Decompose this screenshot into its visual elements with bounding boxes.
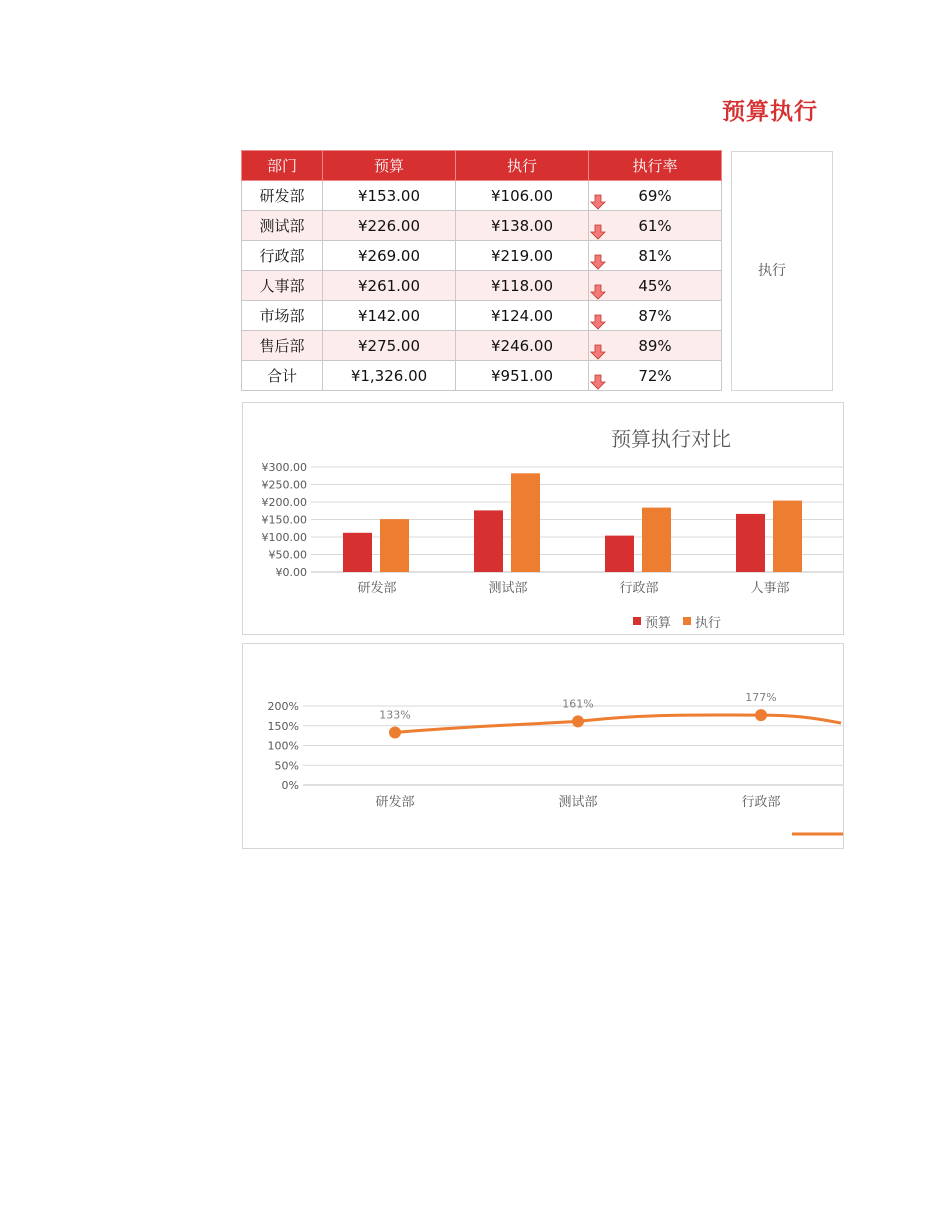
data-point: [389, 726, 401, 738]
x-tick-label: 研发部: [357, 581, 397, 596]
data-label: 133%: [379, 708, 411, 722]
cell-rate: [589, 241, 722, 271]
cell-dept: 测试部: [242, 211, 323, 241]
y-tick-label: ¥0.00: [275, 566, 307, 579]
table-row: [242, 331, 722, 361]
legend-label: 执行: [695, 616, 722, 631]
cell-budget: ¥153.00: [323, 181, 456, 211]
data-label: 177%: [745, 691, 777, 705]
y-tick-label: ¥200.00: [261, 496, 307, 509]
side-panel-label: 执行: [758, 263, 786, 279]
cell-rate: [589, 361, 722, 391]
cell-exec: ¥246.00: [456, 331, 589, 361]
data-label: 161%: [562, 697, 594, 711]
page-title: 预算执行: [722, 99, 818, 125]
side-chart-panel: [731, 151, 833, 391]
x-tick-label: 测试部: [558, 795, 598, 810]
cell-budget: ¥269.00: [323, 241, 456, 271]
cell-dept: 研发部: [242, 181, 323, 211]
x-tick-label: 人事部: [750, 581, 790, 596]
y-tick-label: ¥250.00: [261, 478, 307, 492]
x-tick-label: 研发部: [375, 795, 415, 810]
cell-rate: [589, 181, 722, 211]
line-chart-box: [242, 643, 844, 849]
table-row: [242, 211, 722, 241]
rate-value: 69%: [638, 186, 672, 205]
line-chart: [243, 644, 843, 848]
cell-exec: ¥106.00: [456, 181, 589, 211]
down-arrow-icon: [590, 194, 606, 210]
table-row: [242, 241, 722, 271]
cell-budget: ¥261.00: [323, 271, 456, 301]
cell-exec: ¥124.00: [456, 301, 589, 331]
down-arrow-icon: [590, 314, 606, 330]
y-tick-label: 150%: [267, 719, 299, 733]
x-tick-label: 测试部: [488, 581, 528, 596]
cell-dept: 市场部: [242, 301, 323, 331]
cell-budget: ¥226.00: [323, 211, 456, 241]
header-budget: 预算: [323, 151, 456, 181]
header-rate: 执行率: [589, 151, 722, 181]
legend-label: 预算: [645, 616, 672, 631]
table-row: [242, 181, 722, 211]
y-tick-label: 0%: [281, 779, 299, 792]
data-point: [755, 709, 767, 721]
down-arrow-icon: [590, 224, 606, 240]
bar-budget: [736, 514, 765, 572]
rate-value: 81%: [638, 246, 672, 265]
bar-exec: [380, 519, 409, 572]
rate-value: 87%: [638, 306, 672, 325]
cell-dept: 行政部: [242, 241, 323, 271]
table-total-row: [242, 361, 722, 391]
bar-exec: [511, 473, 540, 572]
y-tick-label: ¥300.00: [261, 461, 307, 474]
cell-dept: 人事部: [242, 271, 323, 301]
y-tick-label: 100%: [267, 739, 299, 753]
cell-exec: ¥219.00: [456, 241, 589, 271]
rate-value: 61%: [638, 216, 672, 235]
y-tick-label: ¥100.00: [261, 531, 307, 544]
data-point: [572, 715, 584, 727]
down-arrow-icon: [590, 344, 606, 360]
x-tick-label: 行政部: [741, 795, 781, 810]
bar-exec: [773, 501, 802, 572]
cell-budget: ¥1,326.00: [323, 361, 456, 391]
table-header-row: [242, 151, 722, 181]
cell-exec: ¥951.00: [456, 361, 589, 391]
x-tick-label: 行政部: [619, 581, 659, 596]
budget-table: [241, 150, 722, 391]
bar-chart-title: 预算执行对比: [611, 427, 731, 451]
bar-budget: [605, 536, 634, 572]
bar-chart-box: [242, 402, 844, 635]
cell-rate: [589, 211, 722, 241]
cell-exec: ¥118.00: [456, 271, 589, 301]
legend-swatch: [683, 617, 691, 625]
y-tick-label: ¥50.00: [268, 548, 307, 562]
bar-budget: [474, 510, 503, 572]
down-arrow-icon: [590, 284, 606, 300]
cell-dept: 售后部: [242, 331, 323, 361]
rate-value: 45%: [638, 276, 672, 295]
cell-rate: [589, 331, 722, 361]
cell-dept: 合计: [242, 361, 323, 391]
y-tick-label: ¥150.00: [261, 513, 307, 527]
table-row: [242, 301, 722, 331]
header-exec: 执行: [456, 151, 589, 181]
legend-swatch: [633, 617, 641, 625]
cell-exec: ¥138.00: [456, 211, 589, 241]
cell-rate: [589, 271, 722, 301]
rate-value: 72%: [638, 366, 672, 385]
cell-rate: [589, 301, 722, 331]
cell-budget: ¥142.00: [323, 301, 456, 331]
header-dept: 部门: [242, 151, 323, 181]
y-tick-label: 50%: [274, 759, 299, 773]
rate-value: 89%: [638, 336, 672, 355]
bar-exec: [642, 508, 671, 572]
down-arrow-icon: [590, 374, 606, 390]
bar-chart: [243, 403, 843, 634]
bar-budget: [343, 533, 372, 572]
down-arrow-icon: [590, 254, 606, 270]
cell-budget: ¥275.00: [323, 331, 456, 361]
table-row: [242, 271, 722, 301]
y-tick-label: 200%: [267, 700, 299, 713]
series-line: [395, 715, 841, 733]
